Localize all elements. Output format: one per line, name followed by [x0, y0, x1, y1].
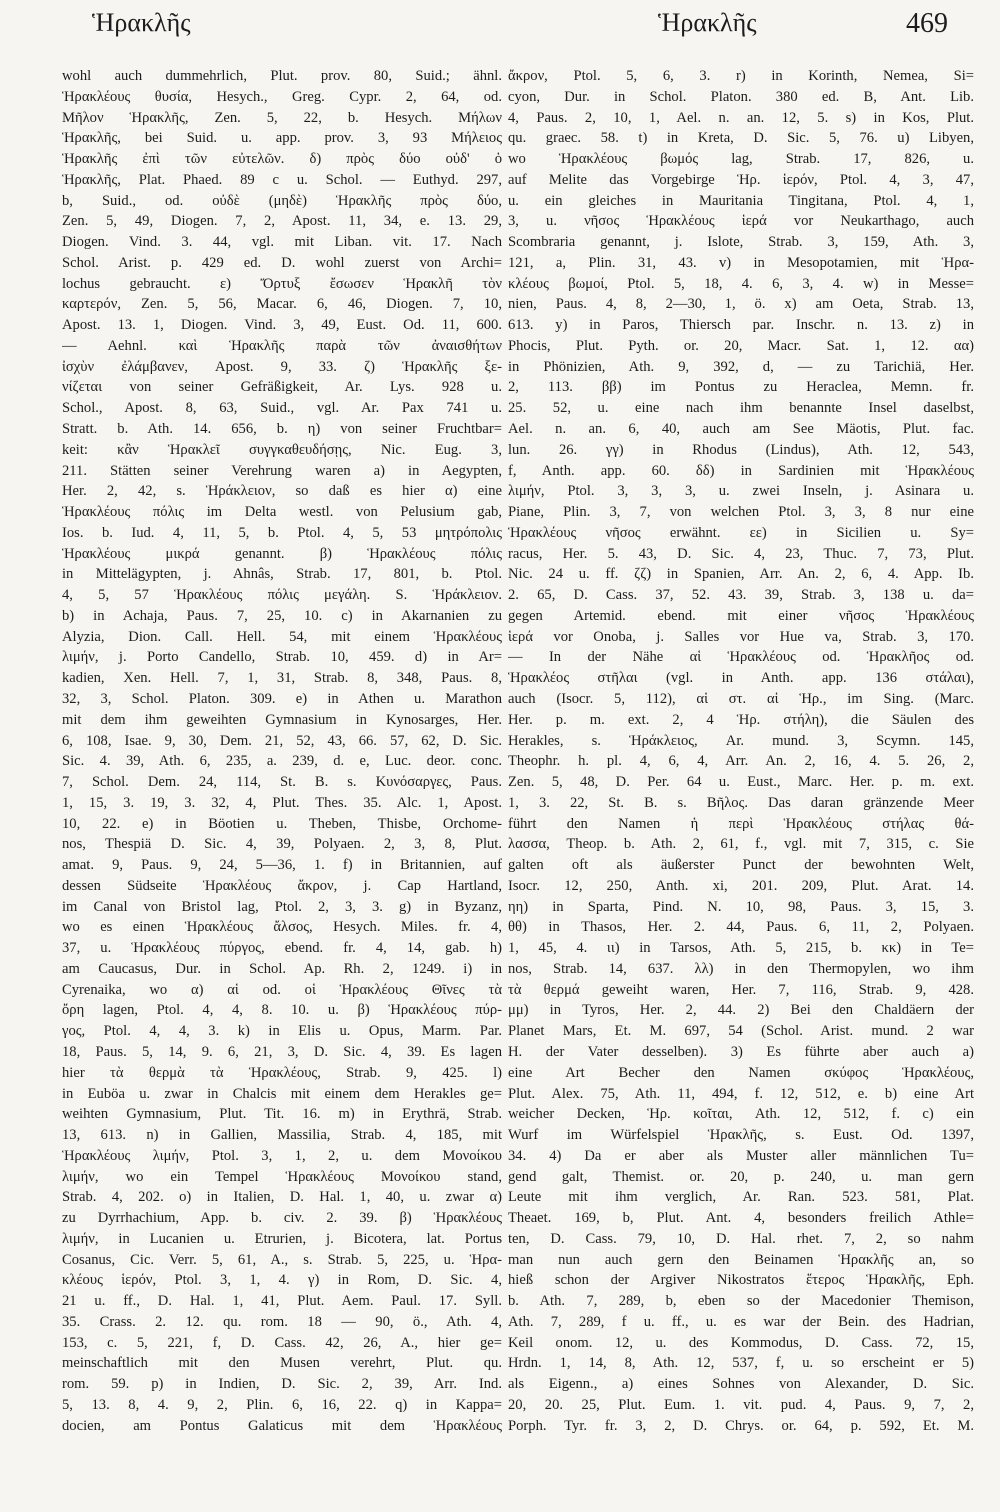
text-line: gegen Artemid. ebend. mit einer νῆσος Ἡρακλέους — [508, 607, 974, 624]
text-line: wo Ἡρακλέους βωμός lag, Strab. 17, 826, u. — [508, 151, 974, 168]
text-line: nien, Paus. 4, 8, 2—30, 1, ö. x) am Oeta, Strab. 13, — [508, 296, 974, 313]
running-headword-left: Ἡρακλῆς — [92, 8, 191, 37]
text-line: 18, Paus. 5, 14, 9. 6, 21, 3, D. Sic. 4, 39. Es lagen — [62, 1043, 502, 1060]
text-line: Ἡρακλῆς ἐπὶ τῶν εὐτελῶν. δ) πρὸς δύο οὐδ' ὁ — [62, 151, 502, 168]
text-line: Ἡρακλέους θυσία, Hesych., Greg. Cypr. 2, 64, od. — [62, 88, 502, 105]
text-line: Stratt. b. Ath. 14. 656, b. η) von seiner Fruchtbar= — [62, 421, 502, 438]
text-line: Cyrenaika, wo α) αἱ od. οἱ Ἡρακλέους Θῖνες τὰ — [62, 981, 502, 998]
right-column — [508, 66, 974, 1437]
text-line: Scombraria genannt, j. Islote, Strab. 3, 159, Ath. 3, — [508, 234, 974, 251]
text-line: Zen. 5, 49, Diogen. 7, 2, Apost. 11, 34, e. 13. 29, — [62, 213, 502, 230]
text-line: Hrdn. 1, 14, 8, Ath. 12, 537, f, u. so erscheint er 5) — [508, 1355, 974, 1372]
text-line: τὰ θερμά geweiht waren, Her. 7, 116, Strab. 9, 428. — [508, 981, 974, 998]
text-line: καρτερόν, Zen. 5, 56, Macar. 6, 46, Diogen. 7, 10, — [62, 296, 502, 313]
text-line: eine Art Becher den Namen σκύφος Ἡρακλέους, — [508, 1064, 974, 1081]
text-line: γος, Ptol. 4, 4, 3. k) in Elis u. Opus, Marm. Par. — [62, 1023, 502, 1040]
text-line: Ath. 7, 289, f u. ff., u. es war der Bein. des Hadrian, — [508, 1313, 974, 1330]
text-line: 6, 108, Isae. 9, 30, Dem. 21, 52, 43, 66. 57, 62, D. Sic. — [62, 732, 502, 749]
text-line: nos, Thespiä D. Sic. 4, 39, Polyaen. 2, 3, 8, Plut. — [62, 836, 502, 853]
text-line: rom. 59. p) in Indien, D. Sic. 2, 39, Arr. Ind. — [62, 1376, 502, 1393]
text-line: 10, 22. e) in Böotien u. Theben, Thisbe, Orchome- — [62, 815, 502, 832]
text-line: Nic. 24 u. ff. ζζ) in Spanien, Arr. An. 2, 6, 4. App. Ib. — [508, 566, 974, 583]
text-line: hier τὰ θερμὰ τὰ Ἡρακλέους, Strab. 9, 425. l) — [62, 1064, 502, 1081]
text-line: weihten Gymnasium, Plut. Tit. 16. m) in Erythrä, Strab. — [62, 1106, 502, 1123]
text-line: 32, 3, Schol. Platon. 309. e) in Athen u. Marathon — [62, 690, 502, 707]
text-line: Porph. Tyr. fr. 3, 2, D. Chrys. or. 64, p. 592, Et. M. — [508, 1417, 974, 1434]
text-line: 2, 113. ββ) im Pontus zu Heraclea, Memn. fr. — [508, 379, 974, 396]
left-column — [62, 66, 502, 1437]
text-line: Isocr. 12, 250, Anth. xi, 201. 209, Plut. Arat. 14. — [508, 877, 974, 894]
text-line: dessen Südseite Ἡρακλέους ἄκρον, j. Cap Hartland, — [62, 877, 502, 894]
text-line: 4, 5, 57 Ἡρακλέους πόλις μεγάλη. S. Ἡράκλειον. — [62, 587, 502, 604]
page-header — [0, 0, 1000, 60]
text-line: Leute mit ihm verglich, Ar. Ran. 523. 581, Plat. — [508, 1189, 974, 1206]
text-line: in Mittelägypten, j. Ahnâs, Strab. 17, 801, b. Ptol. — [62, 566, 502, 583]
text-line: 211. Stätten seiner Verehrung waren a) in Aegypten, — [62, 462, 502, 479]
text-line: galten oft als äußerster Punct der bewohnten Welt, — [508, 857, 974, 874]
text-line: Planet Mars, Et. M. 697, 54 (Schol. Arist. mund. 2 war — [508, 1023, 974, 1040]
text-line: ἰσχὺν ἐλάμβανεν, Apost. 9, 33. ζ) Ἡρακλῆς ξε- — [62, 358, 502, 375]
text-line: 35. Crass. 2. 12. qu. rom. 18 — 90, ö., Ath. 4, — [62, 1313, 502, 1330]
text-line: am Caucasus, Dur. in Schol. Ap. Rh. 2, 1249. i) in — [62, 960, 502, 977]
text-line: keit: κἂν Ἡρακλεῖ συγγκαθευδήσῃς, Nic. Eug. 3, — [62, 441, 502, 458]
text-line: H. der Vater desselben). 3) Es führte aber auch a) — [508, 1043, 974, 1060]
text-line: führt den Namen ἡ περὶ Ἡρακλέους στήλας θά- — [508, 815, 974, 832]
text-line: ἄκρον, Ptol. 5, 6, 3. r) in Korinth, Nemea, Si= — [508, 68, 974, 84]
text-line: 1, 15, 3. 19, 3. 32, 4, Plut. Thes. 35. Alc. 1, Apost. — [62, 794, 502, 811]
text-line: Ἡρακλέους μικρά genannt. β) Ἡρακλέους πόλις — [62, 545, 502, 562]
text-line: 153, c. 5, 221, f, D. Cass. 42, 26, A., hier ge= — [62, 1334, 502, 1351]
text-line: — Aehnl. καὶ Ἡρακλῆς παρὰ τῶν ἀναισθήτων — [62, 337, 502, 354]
text-line: θθ) in Thasos, Her. 2. 44, Paus. 6, 11, 2, Polyaen. — [508, 919, 974, 936]
running-headword-right: Ἡρακλῆς — [658, 8, 757, 37]
text-line: 13, 613. n) in Gallien, Massilia, Strab. 4, 185, mit — [62, 1127, 502, 1144]
text-line: racus, Her. 5. 43, D. Sic. 4, 23, Thuc. 7, 73, Plut. — [508, 545, 974, 562]
text-line: 2. 65, D. Cass. 37, 52. 43. 39, Strab. 3, 138 u. da= — [508, 587, 974, 604]
text-line: Keil onom. 12, u. des Kommodus, D. Cass. 72, 15, — [508, 1334, 974, 1351]
text-line: docien, am Pontus Galaticus mit dem Ἡρακλέους — [62, 1417, 502, 1434]
text-line: b) in Achaja, Paus. 7, 25, 10. c) in Akarnanien zu — [62, 607, 502, 624]
text-line: wohl auch dummehrlich, Plut. prov. 80, Suid.; ähnl. — [62, 68, 502, 84]
text-line: cyon, Dur. in Schol. Platon. 380 ed. B, Ant. Lib. — [508, 88, 974, 105]
text-line: 25. 52, u. eine nach ihm benannte Insel daselbst, — [508, 400, 974, 417]
text-line: λιμήν, in Lucanien u. Etrurien, j. Bicotera, lat. Portus — [62, 1230, 502, 1247]
text-line: f, Anth. app. 60. δδ) in Sardinien mit Ἡρακλέους — [508, 462, 974, 479]
text-line: 1, 45, 4. ιι) in Tarsos, Ath. 5, 215, b. κκ) in Te= — [508, 940, 974, 957]
text-line: Cosanus, Cic. Verr. 5, 61, A., s. Strab. 5, 225, u. Ἡρα- — [62, 1251, 502, 1268]
text-line: man nun auch gern den Beinamen Ἡρακλῆς an, so — [508, 1251, 974, 1268]
text-line: Alyzia, Dion. Call. Hell. 54, mit einem Ἡρακλέους — [62, 628, 502, 645]
text-line: 7, Schol. Dem. 24, 114, St. B. s. Κυνόσαργες, Paus. — [62, 774, 502, 791]
text-line: Ἡρακλέους λιμήν, Ptol. 3, 1, 2, u. dem Μονοίκου — [62, 1147, 502, 1164]
text-line: u. ein gleiches in Mauritania Tingitana, Ptol. 4, 1, — [508, 192, 974, 209]
text-line: Wurf im Würfelspiel Ἡρακλῆς, s. Eust. Od. 1397, — [508, 1127, 974, 1144]
text-line: Herakles, s. Ἡράκλειος, Ar. mund. 3, Scymn. 145, — [508, 732, 974, 749]
text-line: im Canal von Bristol lag, Ptol. 2, 3, 3. g) in Byzanz, — [62, 898, 502, 915]
text-line: Theophr. h. pl. 4, 6, 4, Arr. An. 2, 16, 4. 5. 26, 2, — [508, 753, 974, 770]
text-line: ηη) in Sparta, Pind. N. 10, 98, Paus. 3, 15, 3. — [508, 898, 974, 915]
text-line: Schol., Apost. 8, 63, Suid., vgl. Ar. Pax 741 u. — [62, 400, 502, 417]
text-line: κλέους βωμοί, Ptol. 5, 18, 4. 6, 3, 4. w) in Messe= — [508, 275, 974, 292]
text-line: — In der Nähe αἱ Ἡρακλέους od. Ἡρακλῆος od. — [508, 649, 974, 666]
text-line: Ἡρακλέους πόλις im Delta westl. von Pelusium gab, — [62, 504, 502, 521]
text-line: Piane, Plin. 3, 7, von welchen Ptol. 3, 3, 8 nur eine — [508, 504, 974, 521]
text-line: 21 u. ff., D. Hal. 1, 41, Plut. Aem. Paul. 17. Syll. — [62, 1293, 502, 1310]
text-line: mit dem ihm geweihten Gymnasium in Kynosarges, Her. — [62, 711, 502, 728]
text-line: 1, 3. 22, St. B. s. Βῆλος. Das daran gränzende Meer — [508, 794, 974, 811]
text-line: als Eigenn., a) eines Sohnes von Alexander, D. Sic. — [508, 1376, 974, 1393]
text-line: 34. 4) Da er aber als Muster aller männlichen Tu= — [508, 1147, 974, 1164]
text-line: qu. graec. 58. t) in Kreta, D. Sic. 5, 76. u) Libyen, — [508, 130, 974, 147]
text-line: zu Dyrrhachium, App. b. civ. 2. 39. β) Ἡρακλέους — [62, 1210, 502, 1227]
text-line: Zen. 5, 48, D. Per. 64 u. Eust., Marc. Her. p. m. ext. — [508, 774, 974, 791]
text-line: Ἡρακλῆς, Plat. Phaed. 89 c u. Schol. — Euthyd. 297, — [62, 171, 502, 188]
text-line: in Phönizien, Ath. 9, 392, d, — zu Tarichiä, Her. — [508, 358, 974, 375]
text-line: ten, D. Cass. 79, 10, D. Hal. rhet. 7, 2, so nahm — [508, 1230, 974, 1247]
text-line: Ἡρακλῆς, bei Suid. u. app. prov. 3, 93 Μήλειος — [62, 130, 502, 147]
text-line: κλέους ἱερόν, Ptol. 3, 1, 4. γ) in Rom, D. Sic. 4, — [62, 1272, 502, 1289]
text-line: Ἡρακλέος στῆλαι (vgl. in Anth. app. 136 στάλαι), — [508, 670, 974, 687]
text-line: Schol. Arist. p. 429 ed. D. wohl zuerst von Archi= — [62, 254, 502, 271]
page-number: 469 — [906, 8, 948, 39]
text-line: kadien, Xen. Hell. 7, 1, 31, Strab. 8, 348, Paus. 8, — [62, 670, 502, 687]
text-line: auf Melite das Vorgebirge Ἡρ. ἱερόν, Ptol. 4, 3, 47, — [508, 171, 974, 188]
text-line: b, Suid., od. οὐδὲ (μηδὲ) Ἡρακλῆς πρὸς δύο, — [62, 192, 502, 209]
text-line: Diogen. Vind. 3. 44, vgl. mit Liban. vit. 17. Nach — [62, 234, 502, 251]
text-line: Μῆλον Ἡρακλῆς, Zen. 5, 22, b. Hesych. Μήλων — [62, 109, 502, 126]
text-line: Theaet. 169, b, Plut. Ant. 4, besonders freilich Athle= — [508, 1210, 974, 1227]
text-line: Strab. 4, 202. o) in Italien, D. Hal. 1, 40, u. zwar α) — [62, 1189, 502, 1206]
text-line: amat. 9, Paus. 9, 24, 5—36, 1. f) in Britannien, auf — [62, 857, 502, 874]
text-line: gend galt, Themist. or. 20, p. 240, u. man gern — [508, 1168, 974, 1185]
text-line: lun. 26. γγ) in Rhodus (Lindus), Ath. 12, 543, — [508, 441, 974, 458]
text-line: λιμήν, Ptol. 3, 3, 3, u. zwei Inseln, j. Asinara u. — [508, 483, 974, 500]
text-line: Plut. Alex. 75, Ath. 11, 494, f. 12, 512, e. b) eine Art — [508, 1085, 974, 1102]
text-line: meinschaftlich mit den Musen verehrt, Plut. qu. — [62, 1355, 502, 1372]
text-line: in Euböa u. zwar in Chalcis mit einem dem Herakles ge= — [62, 1085, 502, 1102]
text-line: hieß schon der Argiver Nikostratos ἕτερος Ἡρακλῆς, Eph. — [508, 1272, 974, 1289]
text-line: Her. p. m. ext. 2, 4 Ἡρ. στήλη), die Säulen des — [508, 711, 974, 728]
text-line: Ael. n. an. 6, 40, auch am See Mäotis, Plut. fac. — [508, 421, 974, 438]
text-line: λιμήν, j. Porto Candello, Strab. 10, 459. d) in Ar= — [62, 649, 502, 666]
text-line: 20, 20. 25, Plut. Eum. 1. vit. pud. 4, Paus. 9, 7, 2, — [508, 1397, 974, 1413]
text-line: λιμήν, wo ein Tempel Ἡρακλέους Μονοίκου stand, — [62, 1168, 502, 1185]
text-line: Sic. 4. 39, Ath. 6, 235, a. 239, d. e, Luc. deor. conc. — [62, 753, 502, 770]
text-line: weicher Decken, Ἡρ. κοῖται, Ath. 12, 512, f. c) ein — [508, 1106, 974, 1123]
text-line: ὄρη lagen, Ptol. 4, 4, 8. 10. u. β) Ἡρακλέους πύρ- — [62, 1002, 502, 1019]
text-line: auch (Isocr. 5, 112), αἱ στ. αἱ Ἡρ., im Sing. (Marc. — [508, 690, 974, 707]
text-line: Ἡρακλέους νῆσος erwähnt. εε) in Sicilien u. Sy= — [508, 524, 974, 541]
text-line: 613. y) in Paros, Thiersch par. Inschr. n. 13. z) in — [508, 317, 974, 334]
text-line: λασσα, Theop. b. Ath. 2, 61, f., vgl. mit 7, 315, c. Sie — [508, 836, 974, 853]
text-line: Apost. 13. 1, Diogen. Vind. 3, 49, Eust. Od. 11, 600. — [62, 317, 502, 334]
text-line: μμ) in Tyros, Her. 2, 44. 2) Bei den Chaldäern der — [508, 1002, 974, 1019]
text-line: Phocis, Plut. Pyth. or. 20, Macr. Sat. 1, 12. αα) — [508, 337, 974, 354]
text-line: lochus gebraucht. ε) Ὄρτυξ ἔσωσεν Ἡρακλῆ τὸν — [62, 275, 502, 292]
text-line: 37, u. Ἡρακλέους πύργος, ebend. fr. 4, 14, gab. h) — [62, 940, 502, 957]
text-line: 5, 13. 8, 4. 9, 2, Plin. 6, 16, 22. q) in Kappa= — [62, 1397, 502, 1413]
text-line: Ios. b. Iud. 4, 11, 5, b. Ptol. 4, 5, 53 μητρόπολις — [62, 524, 502, 541]
text-line: νίζεται von seiner Gefräßigkeit, Ar. Lys. 928 u. — [62, 379, 502, 396]
text-line: 121, a, Plin. 31, 43. v) in Mesopotamien, mit Ἡρα- — [508, 254, 974, 271]
text-line: ἱερά vor Onoba, j. Salles vor Hue va, Strab. 3, 170. — [508, 628, 974, 645]
text-line: b. Ath. 7, 289, b, eben so der Macedonier Themison, — [508, 1293, 974, 1310]
text-line: Her. 2, 42, s. Ἡράκλειον, so daß es hier α) eine — [62, 483, 502, 500]
text-line: wo es einen Ἡρακλέους ἄλσος, Hesych. Miles. fr. 4, — [62, 919, 502, 936]
text-line: nos, Strab. 14, 637. λλ) in den Thermopylen, wo ihm — [508, 960, 974, 977]
text-line: 4, Paus. 2, 10, 1, Ael. n. an. 12, 5. s) in Kos, Plut. — [508, 109, 974, 126]
text-line: 3, u. νῆσος Ἡρακλέους ἱερά vor Neukarthago, auch — [508, 213, 974, 230]
